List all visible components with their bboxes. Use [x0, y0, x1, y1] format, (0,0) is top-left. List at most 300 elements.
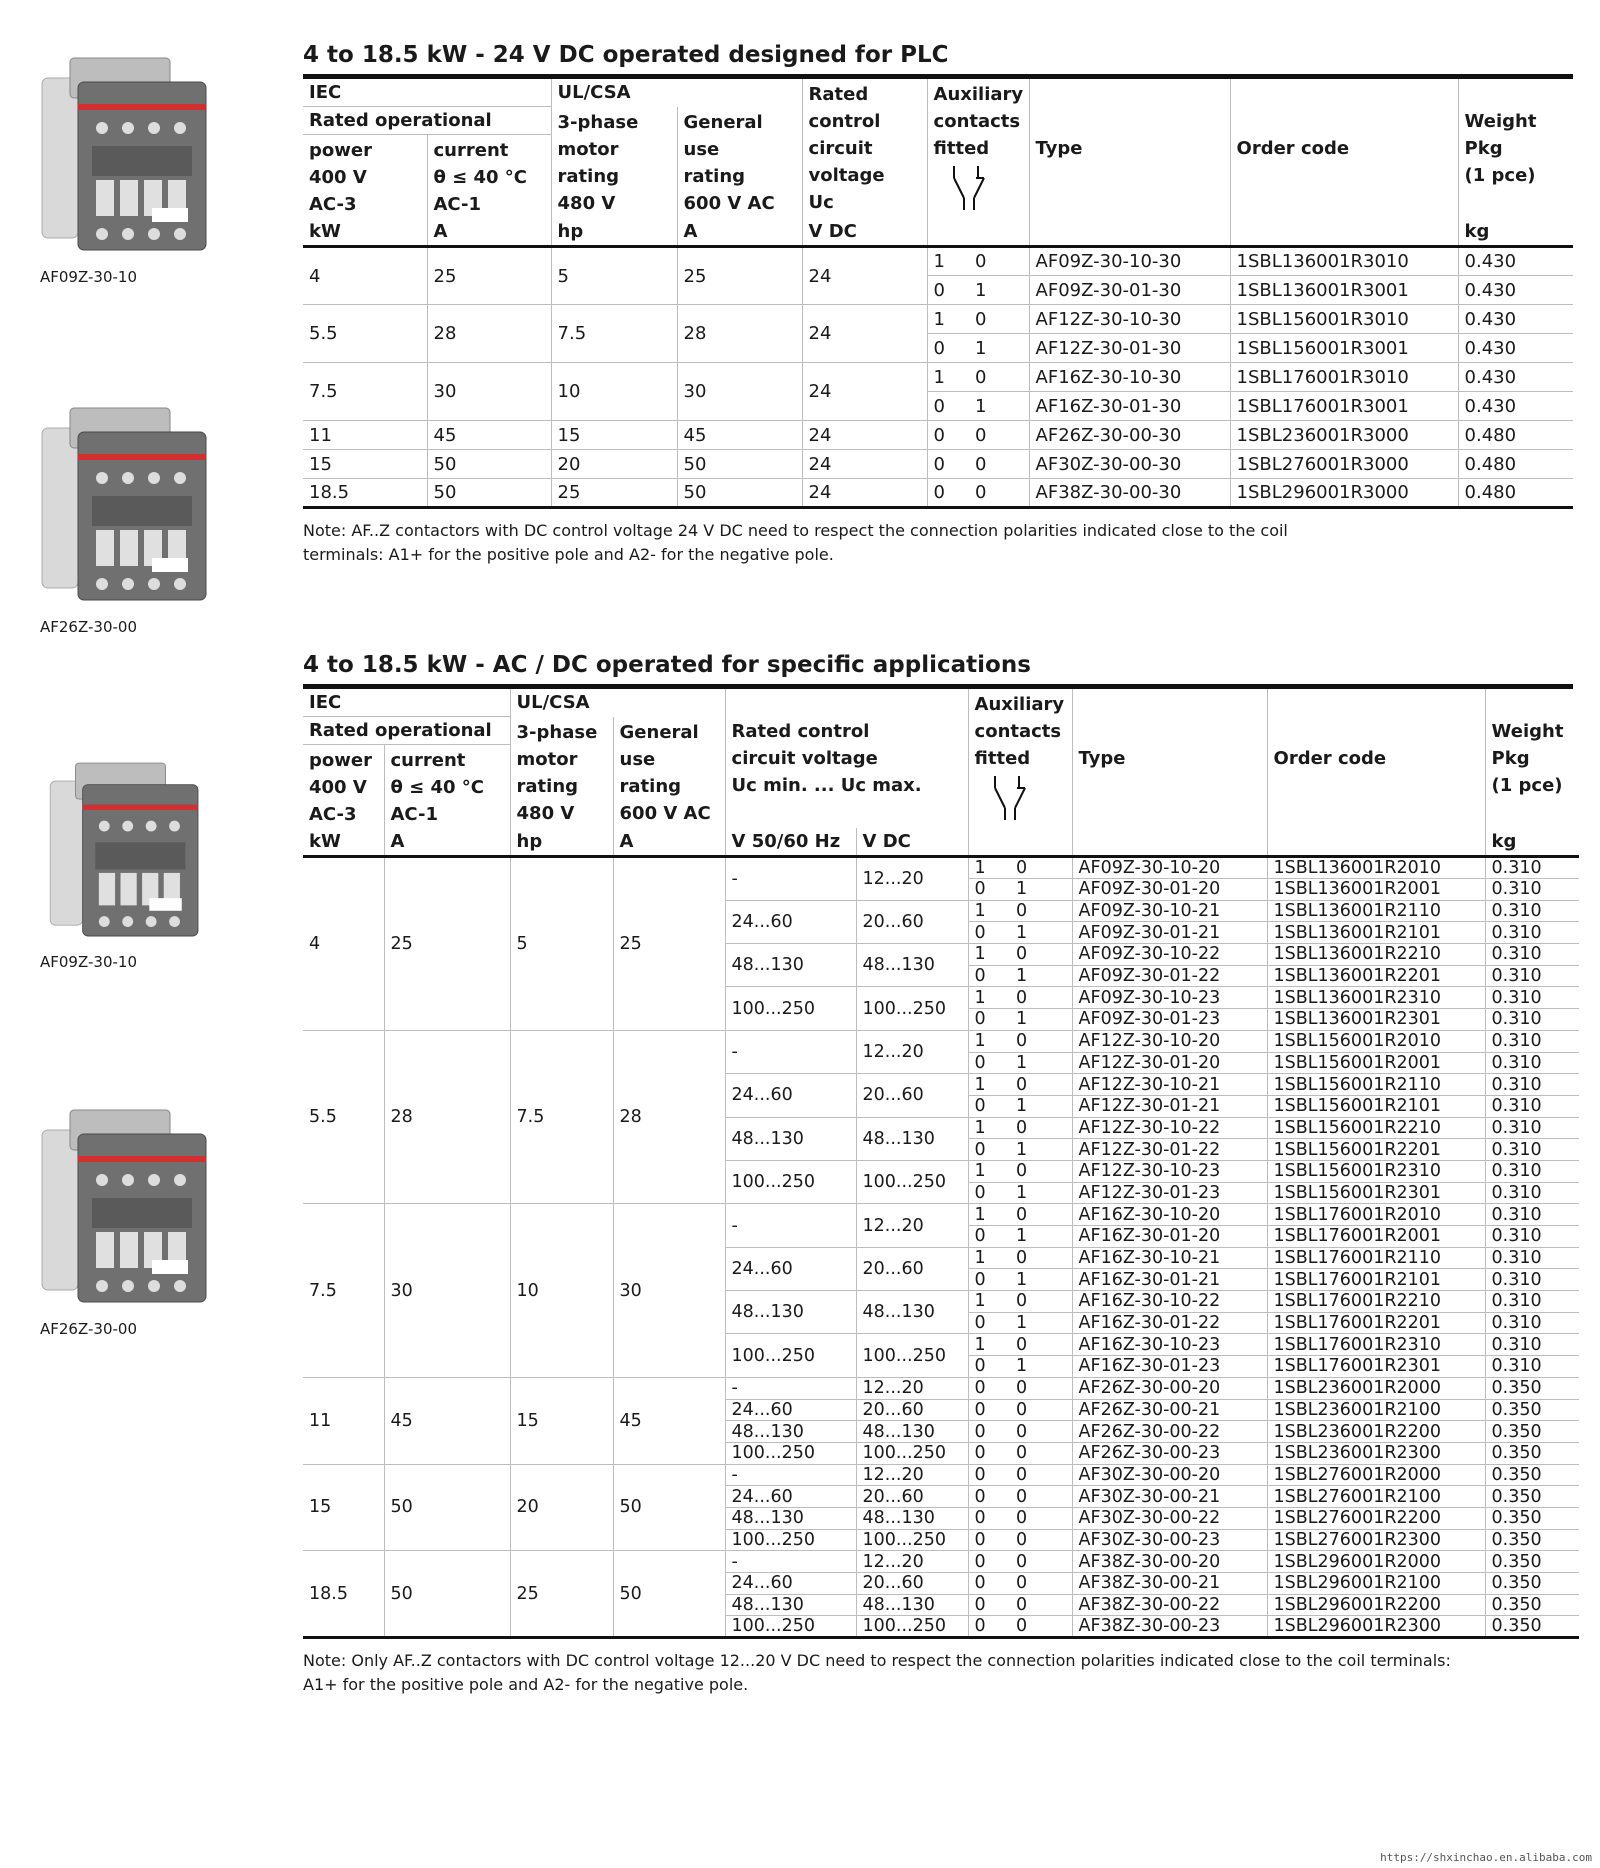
spec-table [303, 79, 1573, 509]
cell-current: 28 [384, 1030, 510, 1204]
cell-current: 50 [427, 479, 551, 508]
cell-aux-nc: 0 [1010, 1160, 1072, 1182]
cell-aux-nc: 1 [969, 334, 1029, 363]
cell-kw: 18.5 [303, 1551, 384, 1638]
cell-type: AF30Z-30-00-20 [1072, 1464, 1267, 1486]
cell-weight: 0.350 [1485, 1507, 1579, 1529]
table-row [303, 247, 1573, 276]
cell-general-a: 50 [677, 479, 802, 508]
cell-type: AF16Z-30-01-23 [1072, 1356, 1267, 1378]
unit-a: A [384, 828, 510, 857]
cell-order-code: 1SBL156001R2001 [1267, 1052, 1485, 1074]
cell-type: AF12Z-30-10-20 [1072, 1030, 1267, 1052]
header-rated-control: Rated control circuit voltage Uc min. ... Uc max. [725, 689, 968, 828]
units-row [303, 218, 1573, 247]
cell-aux-nc: 1 [1010, 965, 1072, 987]
table-row [303, 1464, 1579, 1486]
header-current: current θ ≤ 40 °C AC-1 [427, 135, 551, 219]
cell-aux-nc: 1 [969, 276, 1029, 305]
cell-v-ac: 48...130 [725, 1117, 856, 1160]
cell-aux-no: 1 [968, 1030, 1010, 1052]
cell-vdc: 100...250 [856, 1442, 968, 1464]
cell-hp: 20 [510, 1464, 613, 1551]
cell-weight: 0.350 [1485, 1377, 1579, 1399]
cell-hp: 25 [510, 1551, 613, 1638]
cell-v-ac: 100...250 [725, 987, 856, 1030]
cell-order-code: 1SBL156001R2101 [1267, 1095, 1485, 1117]
table-row [303, 421, 1573, 450]
cell-type: AF09Z-30-10-21 [1072, 900, 1267, 922]
cell-type: AF26Z-30-00-23 [1072, 1442, 1267, 1464]
cell-order-code: 1SBL156001R3010 [1230, 305, 1458, 334]
cell-aux-nc: 0 [969, 450, 1029, 479]
cell-aux-nc: 0 [1010, 1529, 1072, 1551]
cell-type: AF09Z-30-01-20 [1072, 879, 1267, 901]
cell-order-code: 1SBL156001R2301 [1267, 1182, 1485, 1204]
cell-aux-no: 0 [968, 1594, 1010, 1616]
product-figure [40, 1090, 210, 1338]
unit-a: A [613, 828, 725, 857]
cell-vdc: 20...60 [856, 1399, 968, 1421]
cell-type: AF16Z-30-01-22 [1072, 1312, 1267, 1334]
cell-hp: 7.5 [510, 1030, 613, 1204]
cell-vdc: 24 [802, 247, 927, 305]
table-row [303, 305, 1573, 334]
cell-v-ac: 48...130 [725, 1594, 856, 1616]
cell-vdc: 12...20 [856, 857, 968, 901]
cell-weight: 0.310 [1485, 1247, 1579, 1269]
cell-order-code: 1SBL156001R2010 [1267, 1030, 1485, 1052]
cell-order-code: 1SBL296001R2300 [1267, 1616, 1485, 1638]
cell-type: AF09Z-30-10-22 [1072, 944, 1267, 966]
cell-weight: 0.310 [1485, 1334, 1579, 1356]
contactor-image [40, 745, 210, 945]
cell-weight: 0.350 [1485, 1399, 1579, 1421]
cell-order-code: 1SBL296001R2100 [1267, 1573, 1485, 1595]
cell-type: AF16Z-30-10-30 [1029, 363, 1230, 392]
cell-order-code: 1SBL136001R2010 [1267, 857, 1485, 879]
cell-aux-no: 1 [927, 305, 969, 334]
cell-aux-no: 0 [968, 1464, 1010, 1486]
cell-aux-no: 1 [968, 1204, 1010, 1226]
cell-aux-no: 0 [927, 450, 969, 479]
header-order-code: Order code [1230, 79, 1458, 218]
cell-v-ac: 100...250 [725, 1160, 856, 1203]
cell-vdc: 12...20 [856, 1551, 968, 1573]
watermark-url: https://shxinchao.en.alibaba.com [1380, 1851, 1592, 1864]
header-motor-rating: 3-phase motor rating 480 V [510, 717, 613, 829]
cell-general-a: 45 [677, 421, 802, 450]
cell-weight: 0.310 [1485, 1095, 1579, 1117]
cell-weight: 0.310 [1485, 1030, 1579, 1052]
cell-order-code: 1SBL156001R3001 [1230, 334, 1458, 363]
cell-weight: 0.350 [1485, 1442, 1579, 1464]
header-iec: IEC [303, 79, 551, 107]
cell-kw: 5.5 [303, 305, 427, 363]
cell-current: 30 [427, 363, 551, 421]
cell-weight: 0.310 [1485, 1269, 1579, 1291]
unit-hp: hp [551, 218, 677, 247]
cell-type: AF30Z-30-00-21 [1072, 1486, 1267, 1508]
cell-type: AF16Z-30-10-20 [1072, 1204, 1267, 1226]
cell-aux-nc: 1 [1010, 1356, 1072, 1378]
cell-vdc: 48...130 [856, 1507, 968, 1529]
table-row [303, 1030, 1579, 1052]
cell-general-a: 25 [613, 857, 725, 1031]
cell-current: 25 [384, 857, 510, 1031]
cell-weight: 0.310 [1485, 1356, 1579, 1378]
cell-aux-no: 0 [927, 334, 969, 363]
section-title: 4 to 18.5 kW - AC / DC operated for specific applications [303, 650, 1573, 689]
cell-aux-nc: 0 [1010, 900, 1072, 922]
cell-type: AF26Z-30-00-22 [1072, 1421, 1267, 1443]
cell-general-a: 30 [677, 363, 802, 421]
cell-kw: 4 [303, 857, 384, 1031]
cell-vdc: 48...130 [856, 1291, 968, 1334]
cell-type: AF12Z-30-10-30 [1029, 305, 1230, 334]
table-row [303, 857, 1579, 879]
cell-type: AF09Z-30-01-30 [1029, 276, 1230, 305]
cell-kw: 7.5 [303, 1204, 384, 1378]
cell-aux-no: 0 [968, 1356, 1010, 1378]
cell-v-ac: 48...130 [725, 1291, 856, 1334]
header-general-use: General use rating 600 V AC [613, 717, 725, 829]
cell-weight: 0.430 [1458, 247, 1573, 276]
cell-weight: 0.310 [1485, 857, 1579, 879]
cell-aux-nc: 1 [1010, 1095, 1072, 1117]
cell-aux-nc: 1 [1010, 1226, 1072, 1248]
contactor-image [40, 388, 210, 610]
table-body [303, 857, 1579, 1638]
cell-aux-no: 0 [968, 1139, 1010, 1161]
cell-type: AF38Z-30-00-21 [1072, 1573, 1267, 1595]
cell-vdc: 24 [802, 305, 927, 363]
cell-aux-nc: 1 [1010, 1009, 1072, 1031]
cell-weight: 0.310 [1485, 987, 1579, 1009]
cell-type: AF12Z-30-01-23 [1072, 1182, 1267, 1204]
product-figure [40, 388, 210, 636]
cell-vdc: 12...20 [856, 1464, 968, 1486]
cell-order-code: 1SBL236001R2000 [1267, 1377, 1485, 1399]
cell-weight: 0.310 [1485, 879, 1579, 901]
cell-vdc: 24 [802, 363, 927, 421]
cell-weight: 0.350 [1485, 1486, 1579, 1508]
cell-order-code: 1SBL176001R2010 [1267, 1204, 1485, 1226]
cell-v-ac: - [725, 1551, 856, 1573]
cell-type: AF09Z-30-10-30 [1029, 247, 1230, 276]
cell-order-code: 1SBL136001R2301 [1267, 1009, 1485, 1031]
cell-weight: 0.310 [1485, 1226, 1579, 1248]
cell-type: AF38Z-30-00-20 [1072, 1551, 1267, 1573]
cell-order-code: 1SBL136001R3001 [1230, 276, 1458, 305]
cell-type: AF09Z-30-10-23 [1072, 987, 1267, 1009]
cell-vdc: 20...60 [856, 1486, 968, 1508]
cell-order-code: 1SBL176001R2101 [1267, 1269, 1485, 1291]
cell-hp: 10 [551, 363, 677, 421]
cell-vdc: 100...250 [856, 1160, 968, 1203]
product-caption: AF26Z-30-00 [40, 618, 137, 636]
cell-order-code: 1SBL136001R2201 [1267, 965, 1485, 987]
cell-vdc: 24 [802, 479, 927, 508]
cell-type: AF12Z-30-01-21 [1072, 1095, 1267, 1117]
cell-aux-no: 0 [968, 879, 1010, 901]
cell-aux-no: 0 [968, 1312, 1010, 1334]
cell-aux-no: 0 [927, 276, 969, 305]
cell-kw: 11 [303, 421, 427, 450]
cell-aux-nc: 1 [1010, 1269, 1072, 1291]
cell-order-code: 1SBL236001R3000 [1230, 421, 1458, 450]
cell-aux-no: 1 [968, 1291, 1010, 1313]
cell-vdc: 12...20 [856, 1204, 968, 1247]
cell-weight: 0.310 [1485, 1052, 1579, 1074]
cell-aux-nc: 0 [969, 363, 1029, 392]
cell-order-code: 1SBL136001R2001 [1267, 879, 1485, 901]
cell-hp: 5 [510, 857, 613, 1031]
header-ul-csa: UL/CSA [510, 689, 725, 717]
cell-order-code: 1SBL136001R2310 [1267, 987, 1485, 1009]
header-current: current θ ≤ 40 °C AC-1 [384, 745, 510, 829]
cell-aux-nc: 0 [1010, 857, 1072, 879]
cell-order-code: 1SBL176001R2210 [1267, 1291, 1485, 1313]
cell-type: AF12Z-30-10-22 [1072, 1117, 1267, 1139]
cell-vdc: 20...60 [856, 1573, 968, 1595]
cell-vdc: 12...20 [856, 1377, 968, 1399]
cell-type: AF26Z-30-00-30 [1029, 421, 1230, 450]
cell-aux-no: 0 [968, 1551, 1010, 1573]
product-images-column [0, 0, 300, 1868]
cell-v-ac: - [725, 1204, 856, 1247]
cell-order-code: 1SBL176001R2201 [1267, 1312, 1485, 1334]
table-row [303, 363, 1573, 392]
header-order-code: Order code [1267, 689, 1485, 828]
cell-aux-no: 0 [968, 1421, 1010, 1443]
cell-weight: 0.310 [1485, 1182, 1579, 1204]
cell-type: AF16Z-30-10-23 [1072, 1334, 1267, 1356]
cell-v-ac: 100...250 [725, 1442, 856, 1464]
cell-order-code: 1SBL136001R3010 [1230, 247, 1458, 276]
spec-table [303, 689, 1579, 1639]
cell-aux-nc: 0 [1010, 944, 1072, 966]
cell-hp: 15 [551, 421, 677, 450]
cell-weight: 0.480 [1458, 421, 1573, 450]
cell-vdc: 20...60 [856, 1247, 968, 1290]
cell-hp: 5 [551, 247, 677, 305]
cell-weight: 0.310 [1485, 1204, 1579, 1226]
cell-current: 45 [384, 1377, 510, 1464]
cell-aux-no: 0 [968, 1182, 1010, 1204]
cell-order-code: 1SBL176001R3001 [1230, 392, 1458, 421]
cell-aux-no: 0 [968, 1095, 1010, 1117]
table-row [303, 450, 1573, 479]
cell-order-code: 1SBL296001R2000 [1267, 1551, 1485, 1573]
cell-current: 45 [427, 421, 551, 450]
cell-weight: 0.480 [1458, 450, 1573, 479]
cell-order-code: 1SBL156001R2201 [1267, 1139, 1485, 1161]
cell-aux-no: 0 [968, 1226, 1010, 1248]
header-type: Type [1029, 79, 1230, 218]
cell-vdc: 24 [802, 421, 927, 450]
cell-vdc: 48...130 [856, 944, 968, 987]
cell-general-a: 28 [613, 1030, 725, 1204]
cell-order-code: 1SBL176001R2110 [1267, 1247, 1485, 1269]
cell-type: AF12Z-30-10-23 [1072, 1160, 1267, 1182]
cell-hp: 10 [510, 1204, 613, 1378]
header-weight: Weight Pkg (1 pce) [1458, 79, 1573, 218]
cell-vdc: 48...130 [856, 1117, 968, 1160]
table-row [303, 479, 1573, 508]
cell-v-ac: 48...130 [725, 1421, 856, 1443]
header-rated-operational: Rated operational [303, 107, 551, 135]
product-caption: AF09Z-30-10 [40, 953, 137, 971]
cell-order-code: 1SBL156001R2210 [1267, 1117, 1485, 1139]
product-figure [40, 38, 210, 286]
cell-type: AF26Z-30-00-20 [1072, 1377, 1267, 1399]
cell-aux-no: 0 [927, 479, 969, 508]
cell-aux-nc: 0 [1010, 1442, 1072, 1464]
cell-order-code: 1SBL276001R3000 [1230, 450, 1458, 479]
cell-hp: 20 [551, 450, 677, 479]
cell-v-ac: 100...250 [725, 1616, 856, 1638]
cell-aux-no: 1 [927, 247, 969, 276]
cell-v-ac: 24...60 [725, 1486, 856, 1508]
unit-v-ac: V 50/60 Hz [725, 828, 856, 857]
cell-order-code: 1SBL136001R2110 [1267, 900, 1485, 922]
cell-vdc: 48...130 [856, 1594, 968, 1616]
cell-weight: 0.350 [1485, 1464, 1579, 1486]
unit-a: A [427, 218, 551, 247]
cell-general-a: 28 [677, 305, 802, 363]
cell-general-a: 50 [677, 450, 802, 479]
cell-v-ac: 100...250 [725, 1529, 856, 1551]
cell-order-code: 1SBL136001R2210 [1267, 944, 1485, 966]
unit-vdc: V DC [856, 828, 968, 857]
header-power: power 400 V AC-3 [309, 140, 372, 215]
header-iec: IEC [303, 689, 510, 717]
cell-aux-no: 1 [968, 857, 1010, 879]
cell-aux-nc: 1 [1010, 879, 1072, 901]
unit-a: A [677, 218, 802, 247]
units-row [303, 828, 1579, 857]
header-power: power 400 V AC-3 [309, 750, 372, 825]
cell-v-ac: 100...250 [725, 1334, 856, 1377]
cell-v-ac: - [725, 1464, 856, 1486]
cell-aux-no: 0 [968, 1377, 1010, 1399]
cell-aux-nc: 0 [1010, 1247, 1072, 1269]
cell-current: 50 [384, 1551, 510, 1638]
cell-aux-nc: 0 [1010, 1507, 1072, 1529]
cell-order-code: 1SBL136001R2101 [1267, 922, 1485, 944]
unit-hp: hp [510, 828, 613, 857]
cell-weight: 0.310 [1485, 1312, 1579, 1334]
cell-type: AF09Z-30-01-23 [1072, 1009, 1267, 1031]
cell-v-ac: 24...60 [725, 900, 856, 943]
cell-order-code: 1SBL236001R2100 [1267, 1399, 1485, 1421]
cell-weight: 0.430 [1458, 363, 1573, 392]
cell-aux-nc: 0 [1010, 987, 1072, 1009]
cell-order-code: 1SBL276001R2100 [1267, 1486, 1485, 1508]
cell-current: 30 [384, 1204, 510, 1378]
cell-weight: 0.350 [1485, 1529, 1579, 1551]
cell-v-ac: 24...60 [725, 1074, 856, 1117]
cell-aux-nc: 0 [1010, 1421, 1072, 1443]
cell-v-ac: - [725, 1030, 856, 1073]
cell-type: AF30Z-30-00-23 [1072, 1529, 1267, 1551]
cell-vdc: 20...60 [856, 1074, 968, 1117]
cell-type: AF16Z-30-10-21 [1072, 1247, 1267, 1269]
contactor-image [40, 38, 210, 260]
cell-weight: 0.310 [1485, 900, 1579, 922]
cell-general-a: 25 [677, 247, 802, 305]
cell-weight: 0.430 [1458, 334, 1573, 363]
cell-type: AF16Z-30-01-21 [1072, 1269, 1267, 1291]
cell-vdc: 48...130 [856, 1421, 968, 1443]
cell-type: AF38Z-30-00-22 [1072, 1594, 1267, 1616]
cell-type: AF30Z-30-00-30 [1029, 450, 1230, 479]
cell-aux-no: 0 [968, 1486, 1010, 1508]
cell-current: 25 [427, 247, 551, 305]
header-general-use: General use rating 600 V AC [677, 107, 802, 219]
header-aux-contacts: Auxiliary contacts fitted [927, 79, 1029, 218]
cell-aux-nc: 1 [1010, 1052, 1072, 1074]
cell-type: AF26Z-30-00-21 [1072, 1399, 1267, 1421]
cell-kw: 18.5 [303, 479, 427, 508]
cell-v-ac: 24...60 [725, 1573, 856, 1595]
cell-aux-nc: 0 [1010, 1594, 1072, 1616]
cell-weight: 0.310 [1485, 922, 1579, 944]
cell-weight: 0.310 [1485, 944, 1579, 966]
product-caption: AF09Z-30-10 [40, 268, 137, 286]
cell-vdc: 20...60 [856, 900, 968, 943]
cell-order-code: 1SBL176001R2310 [1267, 1334, 1485, 1356]
cell-type: AF16Z-30-01-20 [1072, 1226, 1267, 1248]
cell-order-code: 1SBL156001R2110 [1267, 1074, 1485, 1096]
note: Note: Only AF..Z contactors with DC control voltage 12...20 V DC need to respect the connection polarities indicated close to the coil terminals: A1+ for the positive pole and A2- for the negative pole. [303, 1651, 1451, 1695]
cell-aux-no: 0 [927, 392, 969, 421]
cell-aux-no: 1 [968, 1334, 1010, 1356]
cell-aux-no: 0 [968, 1507, 1010, 1529]
cell-general-a: 45 [613, 1377, 725, 1464]
cell-aux-nc: 0 [1010, 1551, 1072, 1573]
cell-type: AF30Z-30-00-22 [1072, 1507, 1267, 1529]
header-aux-contacts: Auxiliary contacts fitted [968, 689, 1072, 828]
cell-weight: 0.310 [1485, 965, 1579, 987]
cell-aux-nc: 0 [1010, 1334, 1072, 1356]
header-ul-csa: UL/CSA [551, 79, 802, 107]
aux-contacts-symbol-icon [934, 162, 994, 212]
cell-aux-no: 1 [968, 1074, 1010, 1096]
cell-type: AF09Z-30-01-21 [1072, 922, 1267, 944]
cell-hp: 15 [510, 1377, 613, 1464]
section-24vdc [303, 40, 1573, 567]
table-row [303, 1551, 1579, 1573]
unit-kw: kW [303, 218, 427, 247]
section-title: 4 to 18.5 kW - 24 V DC operated designed for PLC [303, 40, 1573, 79]
cell-weight: 0.310 [1485, 1074, 1579, 1096]
cell-type: AF09Z-30-10-20 [1072, 857, 1267, 879]
cell-type: AF12Z-30-01-22 [1072, 1139, 1267, 1161]
cell-hp: 25 [551, 479, 677, 508]
cell-aux-nc: 0 [1010, 1464, 1072, 1486]
cell-aux-nc: 0 [969, 421, 1029, 450]
cell-aux-nc: 1 [1010, 1312, 1072, 1334]
cell-weight: 0.480 [1458, 479, 1573, 508]
cell-aux-no: 0 [968, 1052, 1010, 1074]
aux-contacts-symbol-icon [975, 772, 1035, 822]
cell-order-code: 1SBL276001R2300 [1267, 1529, 1485, 1551]
cell-v-ac: 24...60 [725, 1247, 856, 1290]
unit-kg: kg [1458, 218, 1573, 247]
cell-aux-no: 1 [927, 363, 969, 392]
